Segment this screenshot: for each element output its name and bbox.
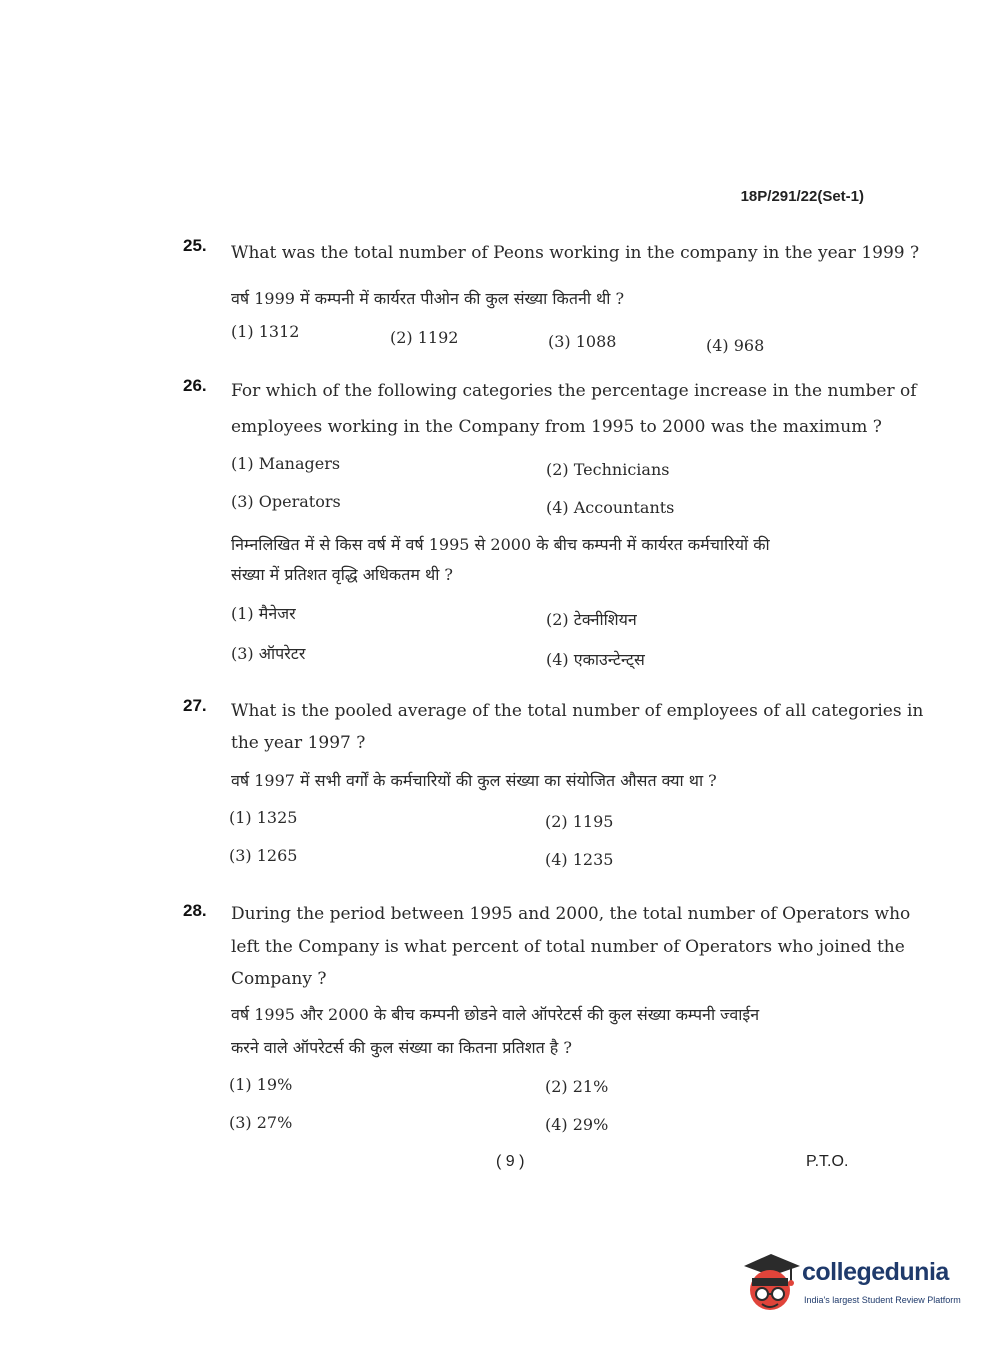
option-3-en: (3) Operators: [231, 492, 341, 511]
option-2: (2) 1192: [390, 328, 459, 347]
option-4: (4) 968: [706, 336, 765, 355]
option-1: (1) 1325: [229, 808, 298, 827]
option-2: (2) 21%: [545, 1077, 609, 1096]
brand-name: collegedunia: [802, 1258, 949, 1286]
option-3: (3) 1088: [548, 332, 617, 351]
question-text-en-line-1: During the period between 1995 and 2000, the total number of Operators who: [231, 904, 911, 924]
question-text-hi-line-1: निम्नलिखित में से किस वर्ष में वर्ष 1995 से 2000 के बीच कम्पनी में कार्यरत कर्मचारियों की: [231, 535, 770, 554]
question-text-hi-line-2: करने वाले ऑपरेटर्स की कुल संख्या का कितना प्रतिशत है ?: [231, 1038, 572, 1057]
page-number: ( 9 ): [496, 1153, 525, 1170]
mascot-icon: [740, 1250, 802, 1320]
brand-tagline: India's largest Student Review Platform: [804, 1295, 961, 1305]
option-2-hi: (2) टेक्नीशियन: [546, 610, 637, 629]
option-3: (3) 1265: [229, 846, 298, 865]
question-number: 27.: [183, 696, 207, 715]
option-1-en: (1) Managers: [231, 454, 341, 473]
question-text-hi-line-2: संख्या में प्रतिशत वृद्धि अधिकतम थी ?: [231, 565, 454, 584]
question-number: 28.: [183, 901, 207, 920]
option-2-en: (2) Technicians: [546, 460, 670, 479]
question-number: 25.: [183, 236, 207, 255]
option-4: (4) 1235: [545, 850, 614, 869]
option-3-hi: (3) ऑपरेटर: [231, 644, 306, 663]
question-number: 26.: [183, 376, 207, 395]
paper-code: 18P/291/22(Set-1): [740, 188, 864, 205]
question-text-en-line-2: the year 1997 ?: [231, 733, 366, 753]
option-4: (4) 29%: [545, 1115, 609, 1134]
option-1: (1) 1312: [231, 322, 300, 341]
option-1-hi: (1) मैनेजर: [231, 604, 296, 623]
option-2: (2) 1195: [545, 812, 614, 831]
collegedunia-logo: [740, 1250, 972, 1322]
question-text-hi-line-1: वर्ष 1995 और 2000 के बीच कम्पनी छोडने वाले ऑपरेटर्स की कुल संख्या कम्पनी ज्वाईन: [231, 1005, 760, 1024]
option-3: (3) 27%: [229, 1113, 293, 1132]
option-1: (1) 19%: [229, 1075, 293, 1094]
question-text-en: What was the total number of Peons working in the company in the year 1999 ?: [231, 243, 920, 263]
question-text-en-line-2: left the Company is what percent of total number of Operators who joined the: [231, 937, 905, 957]
option-4-hi: (4) एकाउन्टेन्ट्स: [546, 650, 645, 669]
question-text-en-line-1: For which of the following categories the percentage increase in the number of: [231, 381, 917, 401]
question-text-en-line-2: employees working in the Company from 1995 to 2000 was the maximum ?: [231, 417, 882, 437]
pto-label: P.T.O.: [806, 1153, 849, 1170]
question-text-en-line-3: Company ?: [231, 969, 327, 989]
question-text-en-line-1: What is the pooled average of the total number of employees of all categories in: [231, 701, 924, 721]
option-4-en: (4) Accountants: [546, 498, 675, 517]
question-text-hi: वर्ष 1999 में कम्पनी में कार्यरत पीओन की कुल संख्या कितनी थी ?: [231, 289, 625, 308]
question-text-hi: वर्ष 1997 में सभी वर्गों के कर्मचारियों की कुल संख्या का संयोजित औसत क्या था ?: [231, 771, 717, 790]
